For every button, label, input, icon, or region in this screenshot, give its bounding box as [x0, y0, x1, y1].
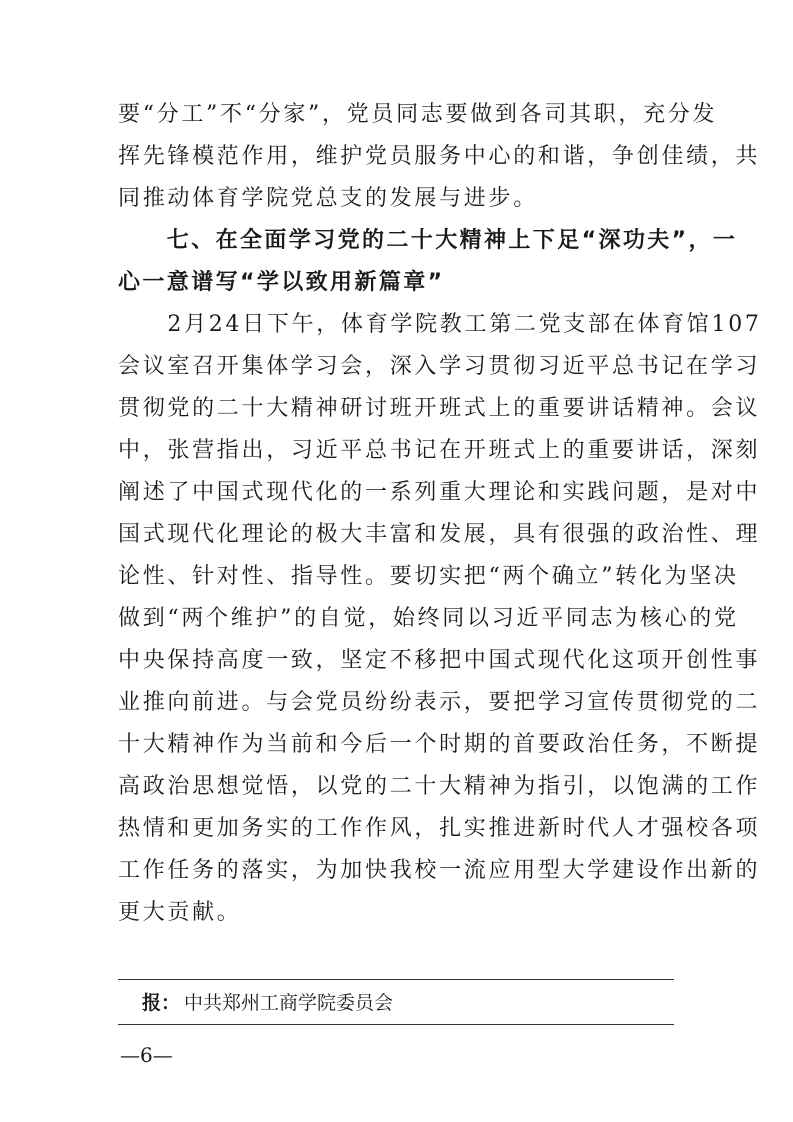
paragraph-line: 阐述了中国式现代化的一系列重大理论和实践问题，是对中	[118, 480, 761, 505]
paragraph-line: 十大精神作为当前和今后一个时期的首要政治任务，不断提	[118, 732, 761, 757]
report-to	[142, 988, 393, 1018]
section-heading-line: 心一意谱写“学以致用新篇章”	[118, 270, 445, 295]
footer-bottom-rule	[118, 1024, 674, 1025]
paragraph-line: 更大贡献。	[118, 900, 242, 925]
paragraph-line: 2月24日下午，体育学院教工第二党支部在体育馆107	[118, 312, 762, 337]
paragraph-line: 要“分工”不“分家”，党员同志要做到各司其职，充分发	[118, 102, 718, 127]
paragraph-line: 中，张营指出，习近平总书记在开班式上的重要讲话，深刻	[118, 438, 761, 463]
paragraph-line: 业推向前进。与会党员纷纷表示，要把学习宣传贯彻党的二	[118, 690, 761, 715]
paragraph-line: 做到“两个维护”的自觉，始终同以习近平同志为核心的党	[118, 606, 739, 631]
paragraph-line: 论性、针对性、指导性。要切实把“两个确立”转化为坚决	[118, 564, 739, 589]
page-number: —6—	[120, 1043, 173, 1067]
section-heading-line: 七、在全面学习党的二十大精神上下足“深功夫”，一	[118, 228, 738, 253]
paragraph-line: 会议室召开集体学习会，深入学习贯彻习近平总书记在学习	[118, 354, 761, 379]
paragraph-line: 挥先锋模范作用，维护党员服务中心的和谐，争创佳绩，共	[118, 144, 761, 169]
footer-top-rule	[118, 979, 674, 980]
paragraph-line: 国式现代化理论的极大丰富和发展，具有很强的政治性、理	[118, 522, 761, 547]
paragraph-line: 贯彻党的二十大精神研讨班开班式上的重要讲话精神。会议	[118, 396, 761, 421]
report-recipient: 中共郑州工商学院委员会	[184, 992, 394, 1014]
report-label: 报：	[142, 992, 181, 1014]
paragraph-line: 同推动体育学院党总支的发展与进步。	[118, 186, 538, 211]
paragraph-line: 热情和更加务实的工作作风，扎实推进新时代人才强校各项	[118, 816, 761, 841]
paragraph-line: 高政治思想觉悟，以党的二十大精神为指引，以饱满的工作	[118, 774, 761, 799]
paragraph-line: 工作任务的落实，为加快我校一流应用型大学建设作出新的	[118, 858, 761, 883]
paragraph-line: 中央保持高度一致，坚定不移把中国式现代化这项开创性事	[118, 648, 761, 673]
